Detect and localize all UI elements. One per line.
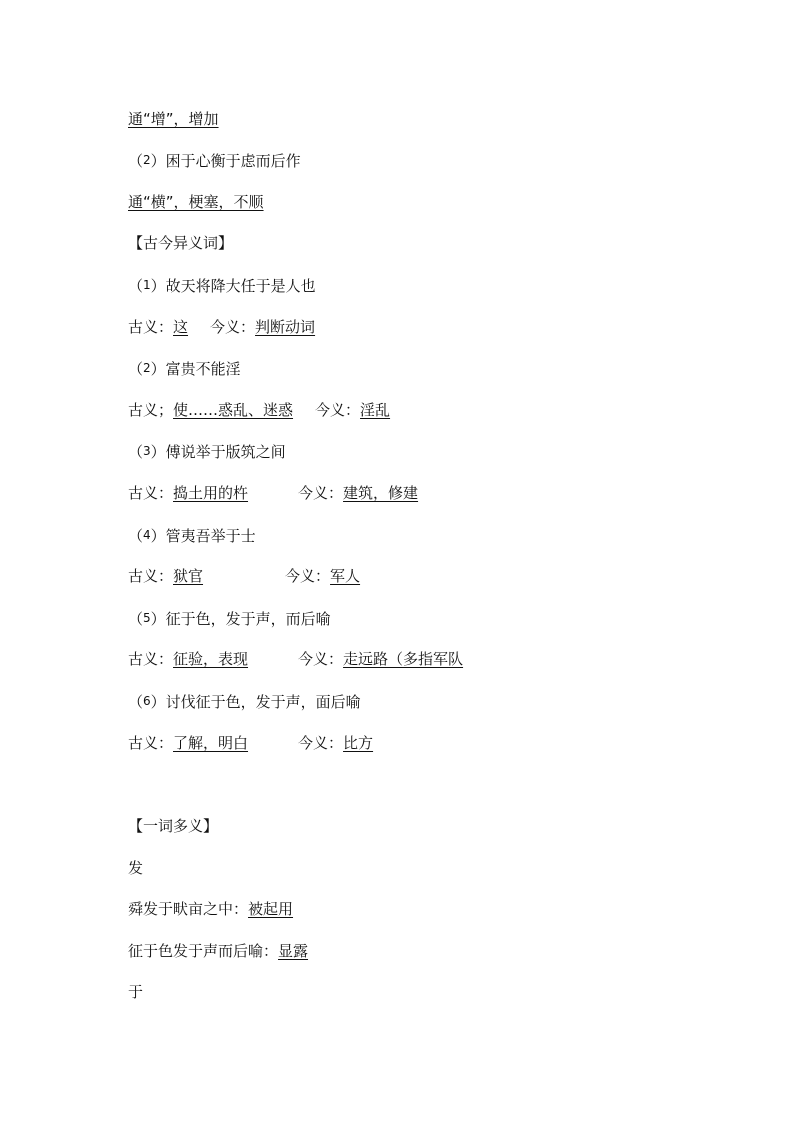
sense-line [128,898,293,920]
modern-label: 今义： [210,318,256,336]
meaning-line [128,565,360,587]
word-line [128,857,143,879]
ancient-meaning: 狱官 [173,567,204,585]
modern-label: 今义： [298,484,344,502]
modern-label: 今义： [285,567,331,585]
ancient-meaning: 使……惑乱、迷惑 [173,401,294,419]
word-text: 发 [128,859,144,877]
ancient-label: 古义： [128,567,174,585]
item-line: （6）讨伐征于色，发于声，面后喻 [128,693,361,711]
item-text: 傅说举于版筑之间 [165,443,286,461]
ancient-label: 古义； [128,401,174,419]
modern-meaning: 判断动词 [255,318,316,336]
item-line: （2）富贵不能淫 [128,360,241,378]
sense-sentence: 舜发于畎亩之中： [128,900,249,918]
section-heading [128,815,218,837]
sense-line [128,940,308,962]
modern-meaning: 走远路（多指军队 [343,650,464,668]
item-line: （1）故天将降大任于是人也 [128,277,316,295]
item-line: （3）傅说举于版筑之间 [128,443,286,461]
item-number: 5 [143,611,151,625]
sense-meaning: 被起用 [248,900,294,918]
item-line: （2）困于心衡于虑而后作 [128,152,301,170]
item-number: 2 [143,361,151,375]
meaning-line [128,732,373,754]
meaning-line [128,399,390,421]
item-line: （4）管夷吾举于士 [128,527,256,545]
item-line: （5）征于色，发于声，而后喻 [128,610,331,628]
note-line [128,191,264,213]
modern-label: 今义： [298,734,344,752]
sense-sentence: 征于色发于声而后喻： [128,942,279,960]
note-line [128,108,219,130]
sense-meaning: 显露 [278,942,309,960]
ancient-label: 古义： [128,650,174,668]
modern-meaning: 建筑，修建 [343,484,419,502]
ancient-label: 古义： [128,318,174,336]
item-number: 6 [143,694,151,708]
underlined-note: 通“横”，梗塞，不顺 [128,193,264,211]
item-number: 3 [143,444,151,458]
item-text: 故天将降大任于是人也 [165,277,316,295]
word-line [128,981,143,1003]
ancient-meaning: 这 [173,318,189,336]
item-text: 管夷吾举于士 [165,527,256,545]
item-number: 1 [143,278,151,292]
heading-text: 【古今异义词】 [128,234,234,252]
ancient-meaning: 捣土用的杵 [173,484,249,502]
meaning-line [128,482,418,504]
section-heading [128,232,233,254]
item-text: 征于色，发于声，而后喻 [165,610,331,628]
item-text: 讨伐征于色，发于声，面后喻 [165,693,361,711]
modern-meaning: 淫乱 [360,401,391,419]
modern-meaning: 军人 [330,567,361,585]
item-text: 困于心衡于虑而后作 [165,152,301,170]
word-text: 于 [128,983,144,1001]
ancient-meaning: 征验，表现 [173,650,249,668]
ancient-label: 古义： [128,734,174,752]
modern-meaning: 比方 [343,734,374,752]
meaning-line [128,316,315,338]
heading-text: 【一词多义】 [128,817,219,835]
item-number: 4 [143,528,151,542]
item-text: 富贵不能淫 [165,360,241,378]
modern-label: 今义： [298,650,344,668]
underlined-note: 通“增”，增加 [128,110,219,128]
ancient-label: 古义： [128,484,174,502]
modern-label: 今义： [315,401,361,419]
meaning-line [128,648,463,670]
item-number: 2 [143,153,151,167]
ancient-meaning: 了解，明白 [173,734,249,752]
